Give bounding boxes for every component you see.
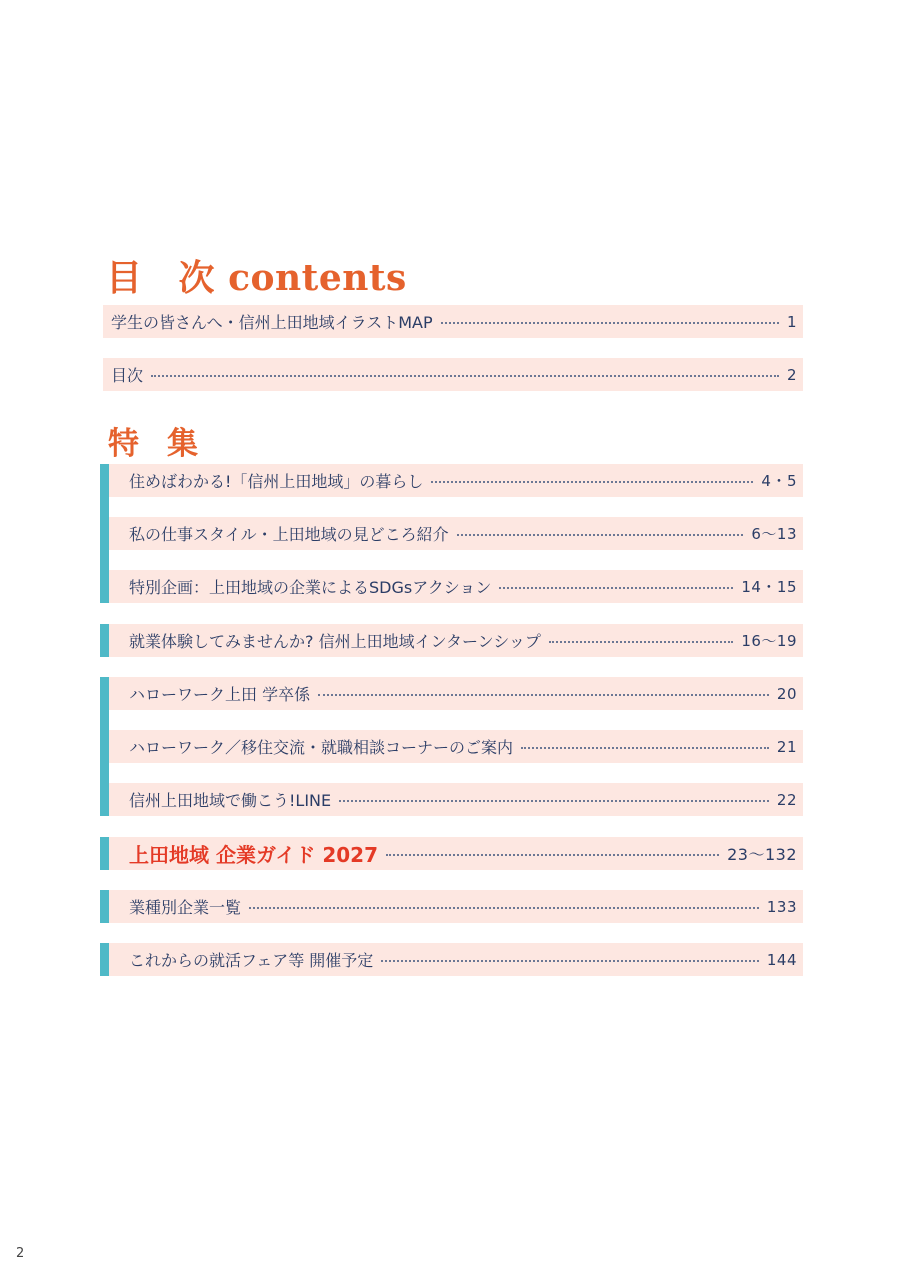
- toc-row-page: 22: [776, 790, 797, 809]
- leader-dots: [151, 375, 779, 377]
- group-bar-job-fair: [100, 943, 109, 976]
- leader-dots: [431, 481, 753, 483]
- toc-row-work-style[interactable]: [103, 517, 803, 550]
- leader-dots: [499, 587, 733, 589]
- page-number: 2: [16, 1246, 25, 1261]
- page-title: [106, 250, 407, 301]
- toc-row-label: 業種別企業一覧: [129, 898, 242, 917]
- leader-dots: [441, 322, 779, 324]
- toc-row-line[interactable]: [103, 783, 803, 816]
- group-bar-feature: [100, 464, 109, 603]
- toc-row-job-fair[interactable]: [103, 943, 803, 976]
- toc-row-label: 住めばわかる!「信州上田地域」の暮らし: [129, 472, 424, 491]
- feature-char-1: 特: [108, 426, 139, 462]
- toc-row-page: 20: [776, 684, 797, 703]
- toc-row-label: 私の仕事スタイル・上田地域の見どころ紹介: [129, 525, 449, 544]
- toc-row-page: 6〜13: [751, 525, 797, 543]
- group-bar-internship: [100, 624, 109, 657]
- leader-dots: [549, 641, 733, 643]
- feature-char-2: 集: [167, 426, 198, 462]
- toc-row-label: 就業体験してみませんか? 信州上田地域インターンシップ: [129, 632, 541, 651]
- leader-dots: [457, 534, 744, 536]
- title-kanji-1: 目: [106, 257, 143, 299]
- group-bar-company-guide: [100, 837, 109, 870]
- toc-row-page: 23〜132: [727, 845, 797, 864]
- toc-row-label: 上田地域 企業ガイド 2027: [129, 843, 378, 867]
- toc-row-page: 2: [786, 365, 797, 384]
- toc-row-contents[interactable]: [103, 358, 803, 391]
- toc-row-hellowork-migration[interactable]: [103, 730, 803, 763]
- toc-row-industry-list[interactable]: [103, 890, 803, 923]
- toc-row-label: ハローワーク上田 学卒係: [129, 685, 311, 704]
- toc-row-page: 133: [766, 897, 797, 916]
- title-latin: contents: [228, 257, 407, 299]
- leader-dots: [339, 800, 769, 802]
- leader-dots: [521, 747, 769, 749]
- title-kanji-2: 次: [178, 257, 216, 299]
- toc-row-page: 14・15: [741, 578, 797, 596]
- toc-row-hellowork-graduates[interactable]: [103, 677, 803, 710]
- section-title-feature: [108, 418, 198, 463]
- toc-row-page: 4・5: [761, 472, 797, 490]
- toc-row-label: 目次: [111, 366, 144, 385]
- toc-row-sdgs[interactable]: [103, 570, 803, 603]
- toc-row-page: 21: [776, 737, 797, 756]
- toc-row-label: 特別企画：上田地域の企業によるSDGsアクション: [129, 578, 492, 597]
- toc-row-label: 学生の皆さんへ・信州上田地域イラストMAP: [111, 313, 433, 332]
- group-bar-hellowork: [100, 677, 109, 816]
- group-bar-industry: [100, 890, 109, 923]
- toc-row-label: ハローワーク／移住交流・就職相談コーナーのご案内: [129, 738, 514, 757]
- toc-row-page: 1: [786, 312, 797, 331]
- leader-dots: [249, 907, 759, 909]
- leader-dots: [318, 694, 769, 696]
- toc-row-page: 144: [766, 950, 797, 969]
- toc-row-living[interactable]: [103, 464, 803, 497]
- leader-dots: [381, 960, 759, 962]
- toc-row-label: これからの就活フェア等 開催予定: [129, 951, 374, 970]
- leader-dots: [386, 854, 719, 856]
- toc-row-page: 16〜19: [741, 632, 797, 650]
- toc-row-internship[interactable]: [103, 624, 803, 657]
- toc-row-label: 信州上田地域で働こう!LINE: [129, 791, 332, 810]
- toc-row-illustration-map[interactable]: [103, 305, 803, 338]
- toc-row-company-guide[interactable]: [103, 837, 803, 870]
